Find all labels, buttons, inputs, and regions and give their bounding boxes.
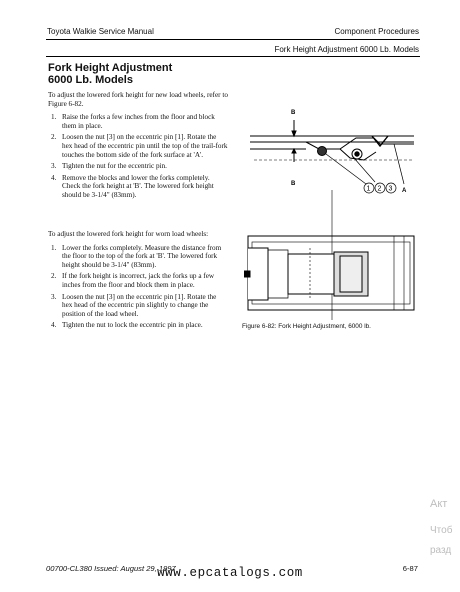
intro-new-wheels: To adjust the lowered fork height for new load wheels, refer to Figure 6-82. [48, 91, 228, 108]
callout-3: 3 [388, 185, 393, 193]
step-text: If the fork height is incorrect, jack the forks up a few inches from the floor and block them in place. [62, 272, 215, 289]
leader-a [394, 144, 404, 184]
side-view [250, 120, 414, 162]
intro-worn-wheels: To adjust the lowered fork height for worn load wheels: [48, 230, 209, 238]
fork-height-figure [244, 100, 420, 326]
label-b-bottom: B [291, 181, 296, 187]
worn-wheels-instructions [48, 230, 228, 333]
step-number: 4. [51, 173, 57, 182]
page-number: 6-87 [402, 564, 418, 573]
header-manual-title: Toyota Walkie Service Manual [47, 27, 154, 36]
step-number: 4. [51, 321, 57, 330]
step-item [48, 272, 228, 289]
step-number: 1. [51, 243, 57, 252]
step-text: Tighten the nut to lock the eccentric pin in place. [62, 321, 203, 330]
footer-doc-issued: 00700-CL380 Issued: August 29, 1997 [46, 564, 176, 573]
step-number: 3. [51, 162, 57, 171]
step-text: Loosen the nut [3] on the eccentric pin [1]. Rotate the hex head of the eccentric pin slightly to change the position of the load wheel. [62, 292, 217, 318]
step-item [48, 244, 228, 270]
step-text: Raise the forks a few inches from the floor and block them in place. [62, 113, 215, 130]
label-b-top: B [291, 110, 296, 116]
site-link[interactable]: www.epcatalogs.com [157, 566, 303, 580]
section-title-line1: Fork Height Adjustment [48, 62, 173, 74]
figure-caption: Figure 6-82: Fork Height Adjustment, 6000 lb. [242, 323, 371, 330]
section-title [48, 62, 172, 86]
step-item [48, 133, 228, 159]
header-section-title: Component Procedures [334, 27, 419, 36]
callout-2: 2 [377, 185, 382, 193]
callout-1: 1 [366, 185, 371, 193]
steps-new-list [48, 113, 228, 199]
steps-worn-list [48, 244, 228, 330]
watermark-line3: разд [430, 545, 452, 556]
step-number: 1. [51, 113, 57, 122]
label-a: A [402, 188, 407, 194]
new-wheels-instructions [48, 91, 228, 203]
step-item [48, 174, 228, 200]
subheader: Fork Height Adjustment 6000 Lb. Models [274, 45, 419, 54]
step-item [48, 162, 228, 171]
top-view [244, 236, 414, 310]
step-text: Tighten the nut for the eccentric pin. [62, 162, 167, 171]
section-title-line2: 6000 Lb. Models [48, 74, 133, 86]
step-item [48, 113, 228, 130]
step-text: Loosen the nut [3] on the eccentric pin [1]. Rotate the hex head of the eccentric pin until the top of the trail-fork touches the bottom side of the fork surface at 'A'. [62, 133, 228, 159]
subheader-rule [46, 56, 420, 57]
watermark-line1: Акт [430, 498, 448, 510]
step-number: 2. [51, 133, 57, 142]
watermark-line2: Чтоб [430, 525, 453, 536]
step-text: Lower the forks completely. Measure the distance from the floor to the top of the fork at 'B'. The lowered fork height should be 3-1/4" (83mm). [62, 243, 222, 269]
step-item [48, 321, 228, 330]
step-number: 2. [51, 272, 57, 281]
step-item [48, 293, 228, 319]
header-rule [46, 39, 420, 40]
step-text: Remove the blocks and lower the forks completely. Check the fork height at 'B'. The lowered fork height should be 3-1/4" (83mm). [62, 173, 214, 199]
step-number: 3. [51, 292, 57, 301]
